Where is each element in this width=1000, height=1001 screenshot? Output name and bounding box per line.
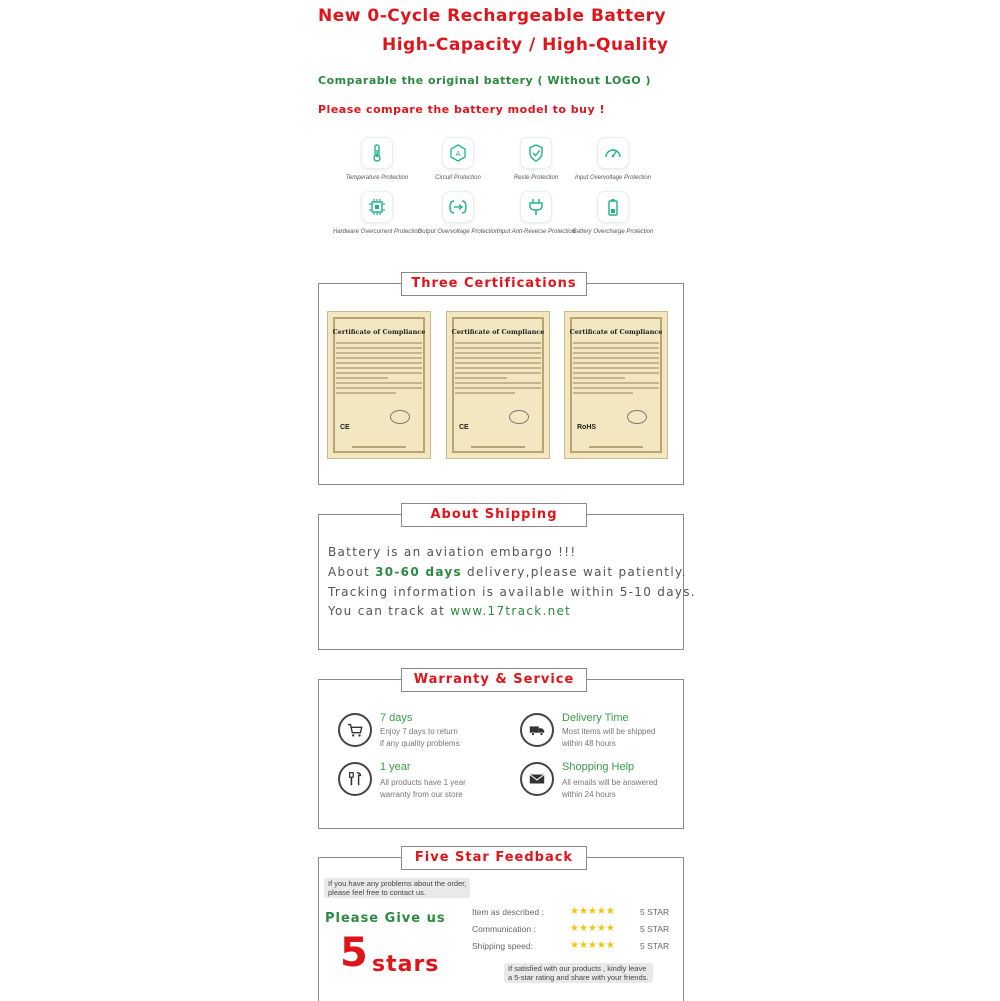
shield-check-icon: [521, 138, 551, 168]
feature-input-overvoltage-protection: [565, 138, 661, 183]
seal-icon: [509, 410, 529, 424]
shipping-section: [318, 514, 684, 650]
feature-label: Hardware Overcurrent Protection: [332, 229, 422, 235]
feature-label: Temperature Protection: [345, 175, 409, 181]
product-title-line2: High-Capacity / High-Quality: [382, 35, 669, 55]
feature-label: Input Anti-Reverse Protection: [496, 229, 576, 235]
delivery-days-highlight: 30-60 days: [375, 565, 462, 579]
feedback-title: Five Star Feedback: [401, 846, 587, 870]
delivery-time-desc1: Most items will be shipped: [562, 727, 656, 736]
subtitle-without-logo: Comparable the original battery ( Without LOGO ): [318, 74, 652, 87]
certificate-mark: CE: [459, 424, 469, 431]
ampere-icon: [443, 138, 473, 168]
five-number: 5: [340, 930, 368, 976]
certificate-title: Certificate of Compliance: [451, 328, 545, 336]
shopping-help-desc1: All emails will be answered: [562, 778, 658, 787]
seal-icon: [627, 410, 647, 424]
certificate-card: [327, 311, 431, 459]
warranty-1year-desc1: All products have 1 year: [380, 778, 466, 787]
feature-label: Battery Overcharge Protection: [572, 229, 654, 235]
truck-icon: [520, 713, 554, 747]
feature-label: Output Overvoltage Protection: [417, 229, 499, 235]
shipping-delivery-text: [328, 565, 687, 579]
chip-icon: [362, 192, 392, 222]
shipping-track-site-text: [328, 604, 571, 618]
rating-label-item-described: Item as described :: [472, 907, 544, 917]
seal-icon: [390, 410, 410, 424]
rating-stars-communication: ★★★★★: [570, 923, 615, 934]
rating-request-note: [504, 963, 653, 983]
certificate-title: Certificate of Compliance: [569, 328, 663, 336]
track-site-prefix: You can track at: [328, 604, 451, 618]
envelope-icon: [520, 762, 554, 796]
certificate-card: [564, 311, 668, 459]
please-give-us-text: Please Give us: [325, 911, 446, 926]
tracking-link[interactable]: www.17track.net: [450, 604, 572, 618]
warranty-1year-desc2: warranty from our store: [380, 790, 463, 799]
output-arrows-icon: [443, 192, 473, 222]
rating-value-item-described: 5 STAR: [640, 907, 670, 917]
product-title-line1: New 0-Cycle Rechargeable Battery: [318, 6, 667, 26]
battery-icon: [598, 192, 628, 222]
feature-battery-overcharge-protection: [565, 192, 661, 237]
certificate-mark: CE: [340, 424, 350, 431]
delivery-time-heading: Delivery Time: [562, 712, 629, 724]
certificate-title: Certificate of Compliance: [332, 328, 426, 336]
rating-value-communication: 5 STAR: [640, 924, 670, 934]
shipping-embargo-text: Battery is an aviation embargo !!!: [328, 545, 577, 559]
shipping-tracking-text: Tracking information is available within 5-10 days.: [328, 585, 696, 599]
contact-note-line1: If you have any problems about the order,: [328, 879, 467, 888]
warranty-7days-desc1: Enjoy 7 days to return: [380, 727, 458, 736]
compare-model-notice: Please compare the battery model to buy !: [318, 103, 606, 116]
shopping-help-heading: Shopping Help: [562, 761, 635, 773]
contact-note: [324, 878, 470, 898]
rating-label-communication: Communication :: [472, 924, 536, 934]
rating-label-shipping-speed: Shipping speed:: [472, 941, 533, 951]
rating-request-line1: If satisfied with our products , kindly leave: [508, 964, 647, 973]
rating-request-line2: a 5-star rating and share with your friends.: [508, 973, 649, 982]
gauge-icon: [598, 138, 628, 168]
feature-label: Reste Protection: [513, 175, 559, 181]
warranty-section: [318, 679, 684, 829]
plug-icon: [521, 192, 551, 222]
shopping-help-desc2: within 24 hours: [562, 790, 616, 799]
warranty-7days-heading: 7 days: [380, 712, 413, 724]
shipping-delivery-suffix: delivery,please wait patiently.: [461, 565, 687, 579]
contact-note-line2: please feel free to contact us.: [328, 888, 426, 897]
delivery-time-desc2: within 48 hours: [562, 739, 616, 748]
shipping-delivery-prefix: About: [328, 565, 376, 579]
rating-stars-item-described: ★★★★★: [570, 906, 615, 917]
certificate-mark: RoHS: [577, 424, 597, 431]
warranty-title: Warranty & Service: [401, 668, 587, 692]
feature-label: Circuit Protection: [435, 175, 481, 181]
certifications-title: Three Certifications: [401, 272, 587, 296]
stars-word: stars: [372, 952, 440, 977]
shopping-cart-icon: [338, 713, 372, 747]
rating-value-shipping-speed: 5 STAR: [640, 941, 670, 951]
feature-label: Input Overvoltage Protection: [574, 175, 652, 181]
certificate-card: [446, 311, 550, 459]
svg-text:A: A: [455, 150, 461, 158]
thermometer-icon: [362, 138, 392, 168]
warranty-7days-desc2: if any quality problems: [380, 739, 460, 748]
shipping-title: About Shipping: [401, 503, 587, 527]
rating-stars-shipping-speed: ★★★★★: [570, 940, 615, 951]
warranty-1year-heading: 1 year: [380, 761, 411, 773]
tools-icon: [338, 762, 372, 796]
